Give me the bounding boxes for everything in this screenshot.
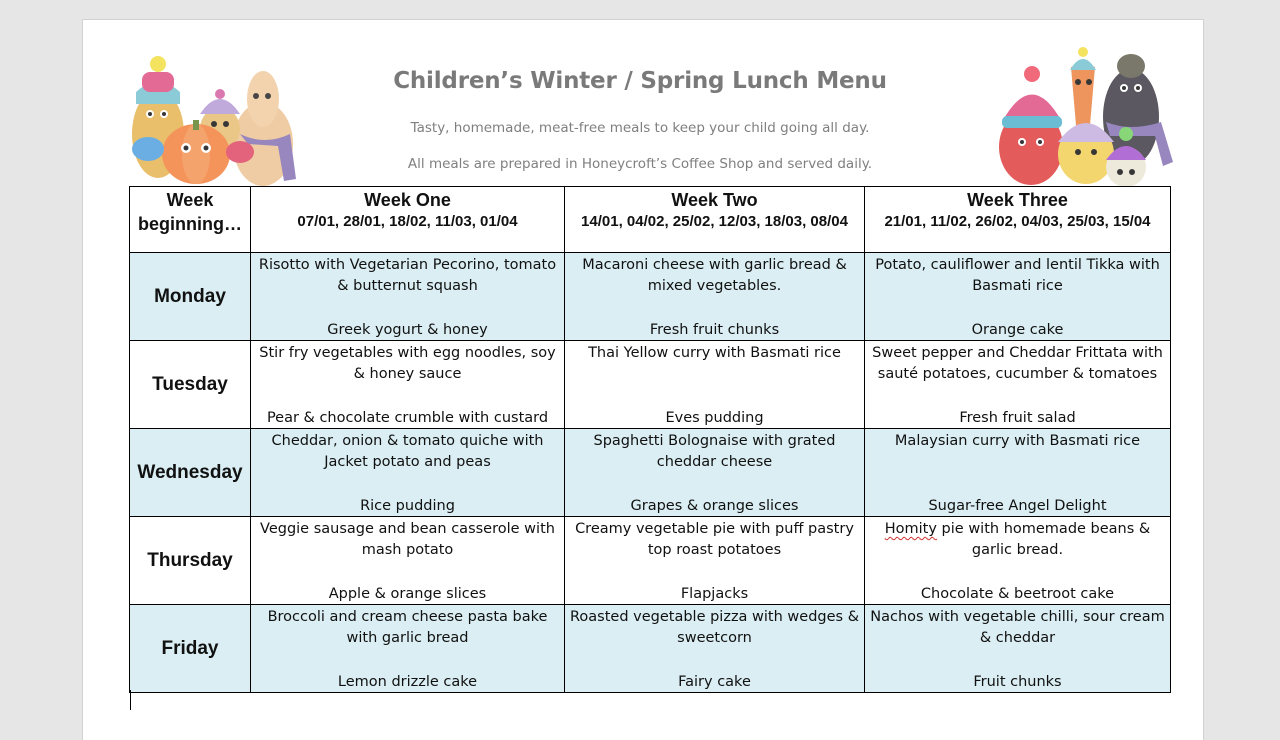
- dessert: Flapjacks: [680, 586, 749, 602]
- dessert: Eves pudding: [665, 410, 764, 426]
- table-row-wednesday: [130, 429, 1171, 517]
- main-dish: Nachos with vegetable chilli, sour cream & cheddar: [870, 609, 1165, 646]
- dessert: Pear & chocolate crumble with custard: [266, 410, 549, 426]
- meal-cell: [865, 429, 1171, 517]
- table-header-row: [130, 187, 1171, 253]
- meal-cell: [865, 517, 1171, 605]
- dessert: Fruit chunks: [973, 674, 1062, 690]
- day-label: Wednesday: [130, 429, 251, 517]
- dessert: Lemon drizzle cake: [337, 674, 478, 690]
- meal-cell: [865, 253, 1171, 341]
- dessert: Sugar-free Angel Delight: [928, 498, 1107, 514]
- main-dish-rest: pie with homemade beans & garlic bread.: [936, 521, 1151, 558]
- dessert: Fresh fruit chunks: [649, 322, 780, 338]
- meal-cell: [251, 605, 565, 693]
- main-dish: Veggie sausage and bean casserole with mash potato: [260, 521, 555, 558]
- table-row-tuesday: [130, 341, 1171, 429]
- week-two-header: [565, 187, 865, 253]
- meal-cell: [565, 253, 865, 341]
- day-label: Monday: [130, 253, 251, 341]
- week-name: Week One: [364, 190, 451, 210]
- main-dish: Roasted vegetable pizza with wedges & sweetcorn: [569, 609, 860, 646]
- main-dish: Creamy vegetable pie with puff pastry top roast potatoes: [575, 521, 854, 558]
- meal-cell: [251, 517, 565, 605]
- main-dish: Stir fry vegetables with egg noodles, soy & honey sauce: [259, 345, 556, 382]
- lunch-menu-table: [129, 186, 1171, 693]
- dessert: Apple & orange slices: [328, 586, 487, 602]
- main-dish: Sweet pepper and Cheddar Frittata with sauté potatoes, cucumber & tomatoes: [872, 345, 1163, 382]
- main-dish: Spaghetti Bolognaise with grated cheddar cheese: [593, 433, 836, 470]
- meal-cell: [565, 605, 865, 693]
- dessert: Fresh fruit salad: [959, 410, 1076, 426]
- dessert: Fairy cake: [678, 674, 751, 690]
- meal-cell: [865, 341, 1171, 429]
- meal-cell: [565, 341, 865, 429]
- dessert: Chocolate & beetroot cake: [920, 586, 1115, 602]
- main-dish: Potato, cauliflower and lentil Tikka with Basmati rice: [875, 257, 1160, 294]
- main-dish: Macaroni cheese with garlic bread & mixed vegetables.: [582, 257, 847, 294]
- week-one-header: [251, 187, 565, 253]
- table-row-friday: [130, 605, 1171, 693]
- week-name: Week Three: [967, 190, 1068, 210]
- main-dish: Broccoli and cream cheese pasta bake with garlic bread: [267, 609, 548, 646]
- main-dish: Risotto with Vegetarian Pecorino, tomato & butternut squash: [258, 257, 557, 294]
- dessert: Orange cake: [971, 322, 1064, 338]
- page-subtitle-location: All meals are prepared in Honeycroft’s Coffee Shop and served daily.: [407, 156, 873, 172]
- week-beginning-header: Week beginning…: [130, 187, 251, 253]
- dessert: Grapes & orange slices: [630, 498, 799, 514]
- day-label: Thursday: [130, 517, 251, 605]
- week-three-header: [865, 187, 1171, 253]
- table-row-monday: [130, 253, 1171, 341]
- text-cursor: [130, 690, 131, 710]
- meal-cell: [251, 253, 565, 341]
- spellcheck-flagged-word[interactable]: Homity: [884, 521, 937, 537]
- day-label: Tuesday: [130, 341, 251, 429]
- meal-cell: [565, 429, 865, 517]
- page-title: Children’s Winter / Spring Lunch Menu: [393, 68, 887, 94]
- page-subtitle-tagline: Tasty, homemade, meat-free meals to keep your child going all day.: [410, 120, 870, 136]
- meal-cell: [865, 605, 1171, 693]
- meal-cell: [251, 341, 565, 429]
- day-label: Friday: [130, 605, 251, 693]
- week-name: Week Two: [671, 190, 758, 210]
- dessert: Greek yogurt & honey: [327, 322, 488, 338]
- main-dish: [869, 519, 1166, 561]
- meal-cell: [565, 517, 865, 605]
- week-dates: 07/01, 28/01, 18/02, 11/03, 01/04: [297, 213, 518, 230]
- week-dates: 14/01, 04/02, 25/02, 12/03, 18/03, 08/04: [581, 213, 848, 230]
- main-dish: Thai Yellow curry with Basmati rice: [588, 345, 841, 361]
- week-dates: 21/01, 11/02, 26/02, 04/03, 25/03, 15/04: [884, 213, 1151, 230]
- table-row-thursday: [130, 517, 1171, 605]
- dessert: Rice pudding: [360, 498, 455, 514]
- main-dish: Cheddar, onion & tomato quiche with Jacket potato and peas: [271, 433, 544, 470]
- main-dish: Malaysian curry with Basmati rice: [894, 433, 1141, 449]
- meal-cell: [251, 429, 565, 517]
